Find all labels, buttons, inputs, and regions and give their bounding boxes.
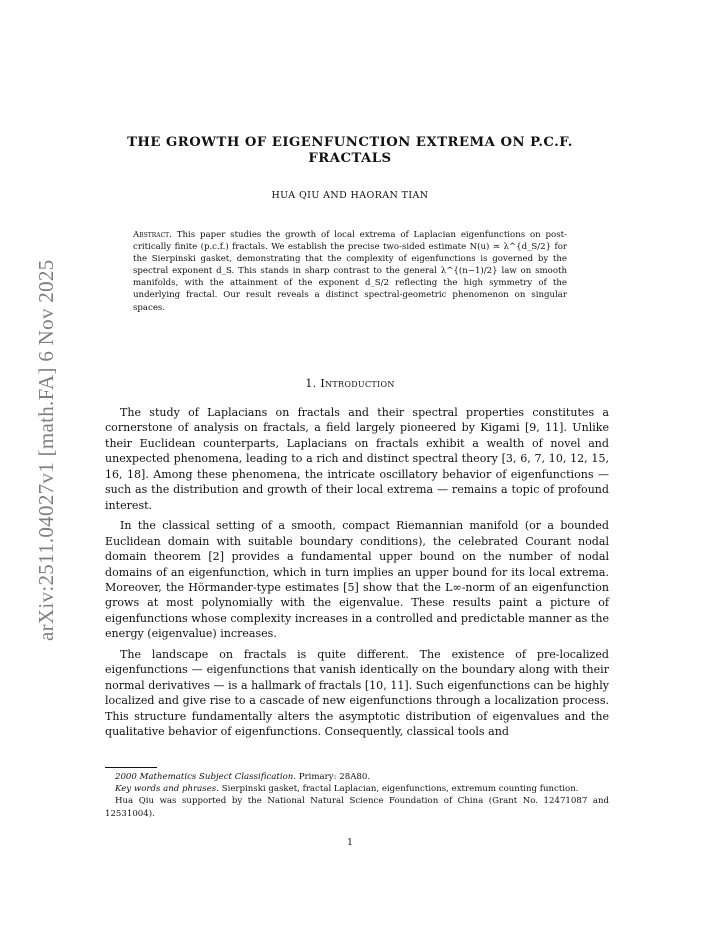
footnote-keywords-text: Sierpinski gasket, fractal Laplacian, eigenfunctions, extremum counting function.: [221, 784, 579, 795]
paper-authors: HUA QIU AND HAORAN TIAN: [271, 190, 429, 201]
introduction-body: [105, 405, 609, 745]
footnote-keywords: [105, 783, 609, 795]
page-number: 1: [347, 837, 353, 848]
abstract-text: This paper studies the growth of local extrema of Laplacian eigenfunctions on post-critically finite (p.c.f.) fractals. We establish the precise two-sided estimate N(u) ≍ λ^{d_S/2} for the Sierpinski gasket, demonstrating that the complexity of eigenfunctions is governed by the spectral exponent d_S. This stands in sharp contrast to the general λ^{(n−1)/2} law on smooth manifolds, with the attainment of the exponent d_S/2 reflecting the high symmetry of the underlying fractal. Our result reveals a distinct spectral-geometric phenomenon on singular spaces.: [133, 230, 567, 313]
section-title: Introduction: [320, 377, 395, 390]
footnotes: [105, 771, 609, 820]
footnote-msc-text: Primary: 28A80.: [298, 772, 371, 782]
footnote-msc: [105, 771, 609, 783]
abstract-label: Abstract.: [133, 230, 172, 240]
arxiv-identifier-stamp: arXiv:2511.04027v1 [math.FA] 6 Nov 2025: [34, 259, 58, 641]
abstract: [133, 229, 567, 314]
paper-title: THE GROWTH OF EIGENFUNCTION EXTREMA ON P.C.F. FRACTALS: [127, 135, 573, 166]
footnote-msc-label: 2000 Mathematics Subject Classification.: [115, 772, 297, 782]
footnote-funding: Hua Qiu was supported by the National Natural Science Foundation of China (Grant No. 12471087 and 12531004).: [105, 796, 609, 819]
section-number: 1.: [305, 377, 317, 390]
section-heading-introduction: [100, 377, 600, 390]
footnote-divider: [105, 767, 157, 768]
body-paragraph-1: The study of Laplacians on fractals and their spectral properties constitutes a cornerstone of analysis on fractals, a field largely pioneered by Kigami [9, 11]. Unlike their Euclidean counterparts, Laplacians on fractals exhibit a wealth of novel and unexpected phenomena, leading to a rich and distinct spectral theory [3, 6, 7, 10, 12, 15, 16, 18]. Among these phenomena, the intricate oscillatory behavior of eigenfunctions — such as the distribution and growth of their local extrema — remains a topic of profound interest.: [105, 406, 609, 512]
footnote-keywords-label: Key words and phrases.: [115, 784, 219, 795]
body-paragraph-2: In the classical setting of a smooth, compact Riemannian manifold (or a bounded Euclidean domain with suitable boundary conditions), the celebrated Courant nodal domain theorem [2] provides a fundamental upper bound on the number of nodal domains of an eigenfunction, which in turn implies an upper bound for its local extrema. Moreover, the Hörmander-type estimates [5] show that the L∞-norm of an eigenfunction grows at most polynomially with the eigenvalue. These results paint a picture of eigenfunctions whose complexity increases in a controlled and predictable manner as the energy (eigenvalue) increases.: [105, 519, 609, 641]
body-paragraph-3: The landscape on fractals is quite different. The existence of pre-localized eigenfunctions — eigenfunctions that vanish identically on the boundary along with their normal derivatives — is a hallmark of fractals [10, 11]. Such eigenfunctions can be highly localized and give rise to a cascade of new eigenfunctions through a localization process. This structure fundamentally alters the asymptotic distribution of eigenvalues and the qualitative behavior of eigenfunctions. Consequently, classical tools and: [105, 647, 609, 739]
